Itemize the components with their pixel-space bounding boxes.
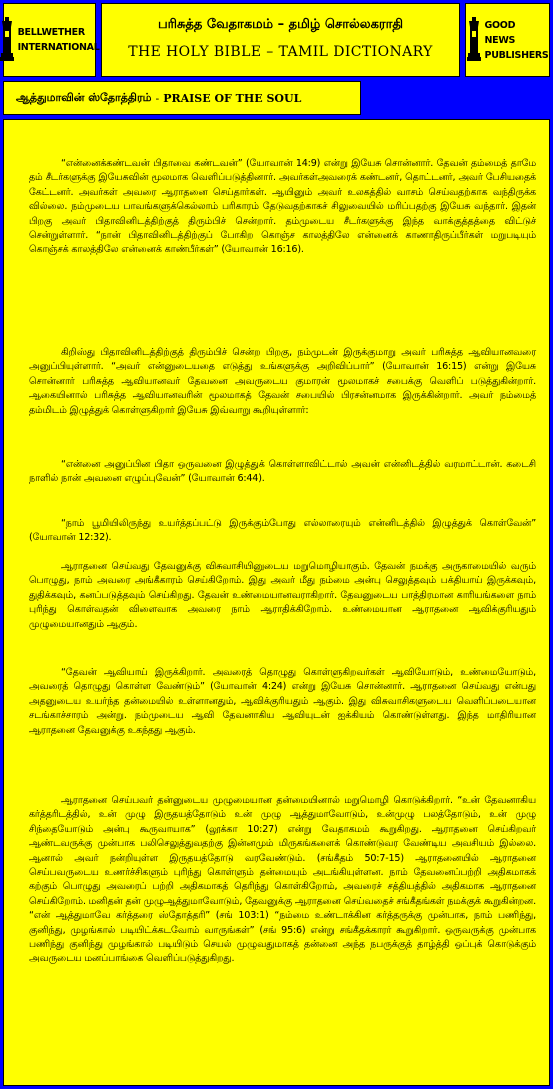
paragraph: கிறிஸ்து பிதாவினிடத்திற்குத் திரும்பிச் சென்ற பிறகு, நம்முடன் இருக்குமாறு அவர் பரிசுத்த ஆவியானவரை அனுப்பியுள்ளார். “அவர் என்னுடையதை எடுத்து உங்களுக்கு அறிவிப்பார்” (யோவான் 16:15) என்று இயேசு சொன்னார் பரிசுத்த ஆவியானவர் தேவனை அவருடைய குமாரன் மூலமாகச் சபைக்கு வெளிப் படுத்துகின்றார். ஆகையினால் பரிசுத்த ஆவியானவரின் மூலமாகத் தேவன் சபையில் பிரசன்னமாக இருக்கின்றார். அவர் நம்மைத் தம்மிடம் இழுத்துக் கொள்ளுகிறார் இயேசு இவ்வாறு கூறியுள்ளார்: [29, 347, 536, 416]
left-logo-line-1: BELLWETHER [17, 27, 85, 38]
paragraph: “நாம் பூமியிலிருந்து உயர்த்தப்பட்டு இருக்கும்போது எல்லாரையும் என்னிடத்தில் இழுத்துக் கொள்வேன்” (யோவான் 12:32). [29, 518, 536, 544]
bellwether-logo [3, 3, 100, 77]
article-body [3, 119, 550, 1086]
banner-tamil-title: பரிசுத்த வேதாகமம் – தமிழ் சொல்லகராதி [157, 17, 404, 32]
left-logo-line-2: INTERNATIONAL [17, 42, 100, 53]
right-logo-line-2: PUBLISHERS [484, 49, 549, 61]
banner-english-title: THE HOLY BIBLE – TAMIL DICTIONARY [128, 44, 433, 60]
title-banner [101, 3, 460, 77]
section-title-separator: - [155, 91, 160, 105]
good-news-logo [465, 3, 550, 77]
bell-tower-icon [0, 17, 14, 63]
bell-tower-icon [467, 17, 481, 63]
section-title-bar [3, 81, 361, 115]
paragraph: ஆராதனை செய்பவர் தன்னுடைய முழுமையான தன்மையினால் மறுமொழி கொடுக்கிறார். “உன் தேவனாகிய கர்த்தரிடத்தில், உன் முழு இருதயத்தோடும் உன் முழு ஆத்துமாவோடும், உன்முழு பலத்தோடும், உன் முழு சிந்தையோடும் அன்பு கூருவாயாக” (லூக்கா 10:27) என்று வேதாகமம் கூறுகிறது. ஆராதனை செய்கிறவர் ஆண்டவருக்கு முன்பாக பலிசெலுத்துவதற்கு இன்னமும் மிருகங்களைக் கொண்டுவர வேண்டிய அவசியம் இல்லை. ஆனால் அவர் நன்றியுள்ள இருதயத்தோடு வரவேண்டும். (சங்கீதம் 50:7-15) ஆராதனையில் ஆராதனை செய்பவருடைய உணர்ச்சிகளும் புரிந்து கொள்ளும் தன்மையும் அடங்கியுள்ளன. நாம் தேவனைப்பற்றி அதிகமாகக் கற்கும் பொழுது அவரைப் பற்றி அதிகமாகத் தெரிந்து கொள்கிறோம், அவரைச் சத்தியத்தில் அதிகமாக ஆராதனை செய்கிறோம். மனிதன் தன் முழுஆத்துமாவோடும், தேவனுக்கு ஆராதனை செய்வதைச் சங்கீதங்கள் நமக்குக் கூறுகின்றன. “என் ஆத்துமாவே கர்த்தரை ஸ்தோத்தரி” (சங் 103:1) “நம்மை உண்டாக்கின கர்த்தருக்கு முன்பாக, நாம் பணிந்து, குனிந்து, முழங்கால் படியிட்க்கடவோம் வாருங்கள்” (சங் 95:6) என்று சங்கீதக்காரர் கூறுகிறார். ஒருவருக்கு முன்பாக பணிந்து குனிந்து முழங்கால் படியிடும் செயல் முழுவதுமாகத் தன்னை அந்த நபருக்குத் தாழ்த்தி ஒப்புக் கொடுக்கும் அவருடைய மனப்பாங்கை வெளிப்படுத்துகிறது. [29, 795, 536, 965]
paragraph: “தேவன் ஆவியாய் இருக்கிறார். அவரைத் தொழுது கொள்ளுகிறவர்கள் ஆவியோடும், உண்மையோடும், அவரைத் தொழுது கொள்ள வேண்டும்” (யோவான் 4:24) என்று இயேசு சொன்னார். ஆராதனை செய்வது என்பது அதனுடைய உயர்ந்த தன்மையில் உள்ளானதும், ஆவிக்குரியதும் ஆகும். இது விசுவாசிகளுடைய வெளிப்படையான சடங்காச்சாரம் அன்று. நம்முடைய ஆவி தேவனாகிய ஆவியுடன் ஐக்கியம் கொண்டுள்ளது. இந்த மாதிரியான ஆராதனை தேவனுக்கு உகந்தது ஆகும். [29, 667, 536, 736]
paragraph: “என்னை அனுப்பின பிதா ஒருவனை இழுத்துக் கொள்ளாவிட்டால் அவன் என்னிடத்தில் வரமாட்டான். கடைசி நாளில் நான் அவனை எழுப்புவேன்” (யோவான் 6:44). [29, 459, 536, 485]
paragraph: “என்னைக்கண்டவன் பிதாவை கண்டவன்” (யோவான் 14:9) என்று இயேசு சொன்னார். தேவன் தம்மைத் தாமே தம் சீடர்களுக்கு இயேசுவின் மூலமாக வெளிப்படுத்தினார். அவர்கள்அவரைக் கண்டனர், தொட்டனர், அவர் பேசியதைக் கேட்டனர். அவர்கள் அவரை ஆராதனை செய்தார்கள். ஆயினும் அவர் உலகத்தில் வாசம் செய்வதற்காக வந்திருக்க வில்லை. நம்முடைய பாவங்களுக்கெல்லாம் பரிகாரம் தேடுவதற்காகச் சிலுவையில் மரிப்பதற்கு இயேசு வந்தார். இதன் பிறகு அவர் பிதாவினிடத்திற்குத் திரும்பிச் சென்றார். தம்முடைய சீடர்களுக்கு இந்த வாக்குத்தத்தை விட்டுச் சென்றுள்ளார். “நான் பிதாவினிடத்திற்குப் போகிற கொஞ்ச காலத்திலே என்னைக் காணாதிருப்பீர்கள் மறுபடியும் கொஞ்சக் காலத்திலே என்னைக் காண்பீர்கள்” (யோவான் 16:16). [29, 158, 536, 256]
section-title-english: PRAISE OF THE SOUL [163, 91, 302, 105]
right-logo-line-1: GOOD NEWS [484, 19, 516, 46]
paragraph: ஆராதனை செய்வது தேவனுக்கு விசுவாசியினுடைய மறுமொழியாகும். தேவன் நமக்கு அருகாமையில் வரும் பொழுது, நாம் அவரை அங்கீகாரம் செய்கிறோம். இது அவர் மீது நம்மை அன்பு செலுத்தவும் பக்தியாய் இருக்கவும், துதிக்கவும், கனப்படுத்தவும் செய்கிறது. தேவன் உண்மையானவராகிறார். தேவனுடைய பாத்திரமான காரியங்களை நாம் புரிந்து கொள்வதன் விளைவாக அவரை நாம் ஆராதிக்கிறோம். உண்மையான ஆராதனை ஆவிக்குரியதும் முழுமையானதும் ஆகும். [29, 561, 536, 630]
section-title-tamil: ஆத்துமாவின் ஸ்தோத்திரம் [16, 90, 152, 104]
